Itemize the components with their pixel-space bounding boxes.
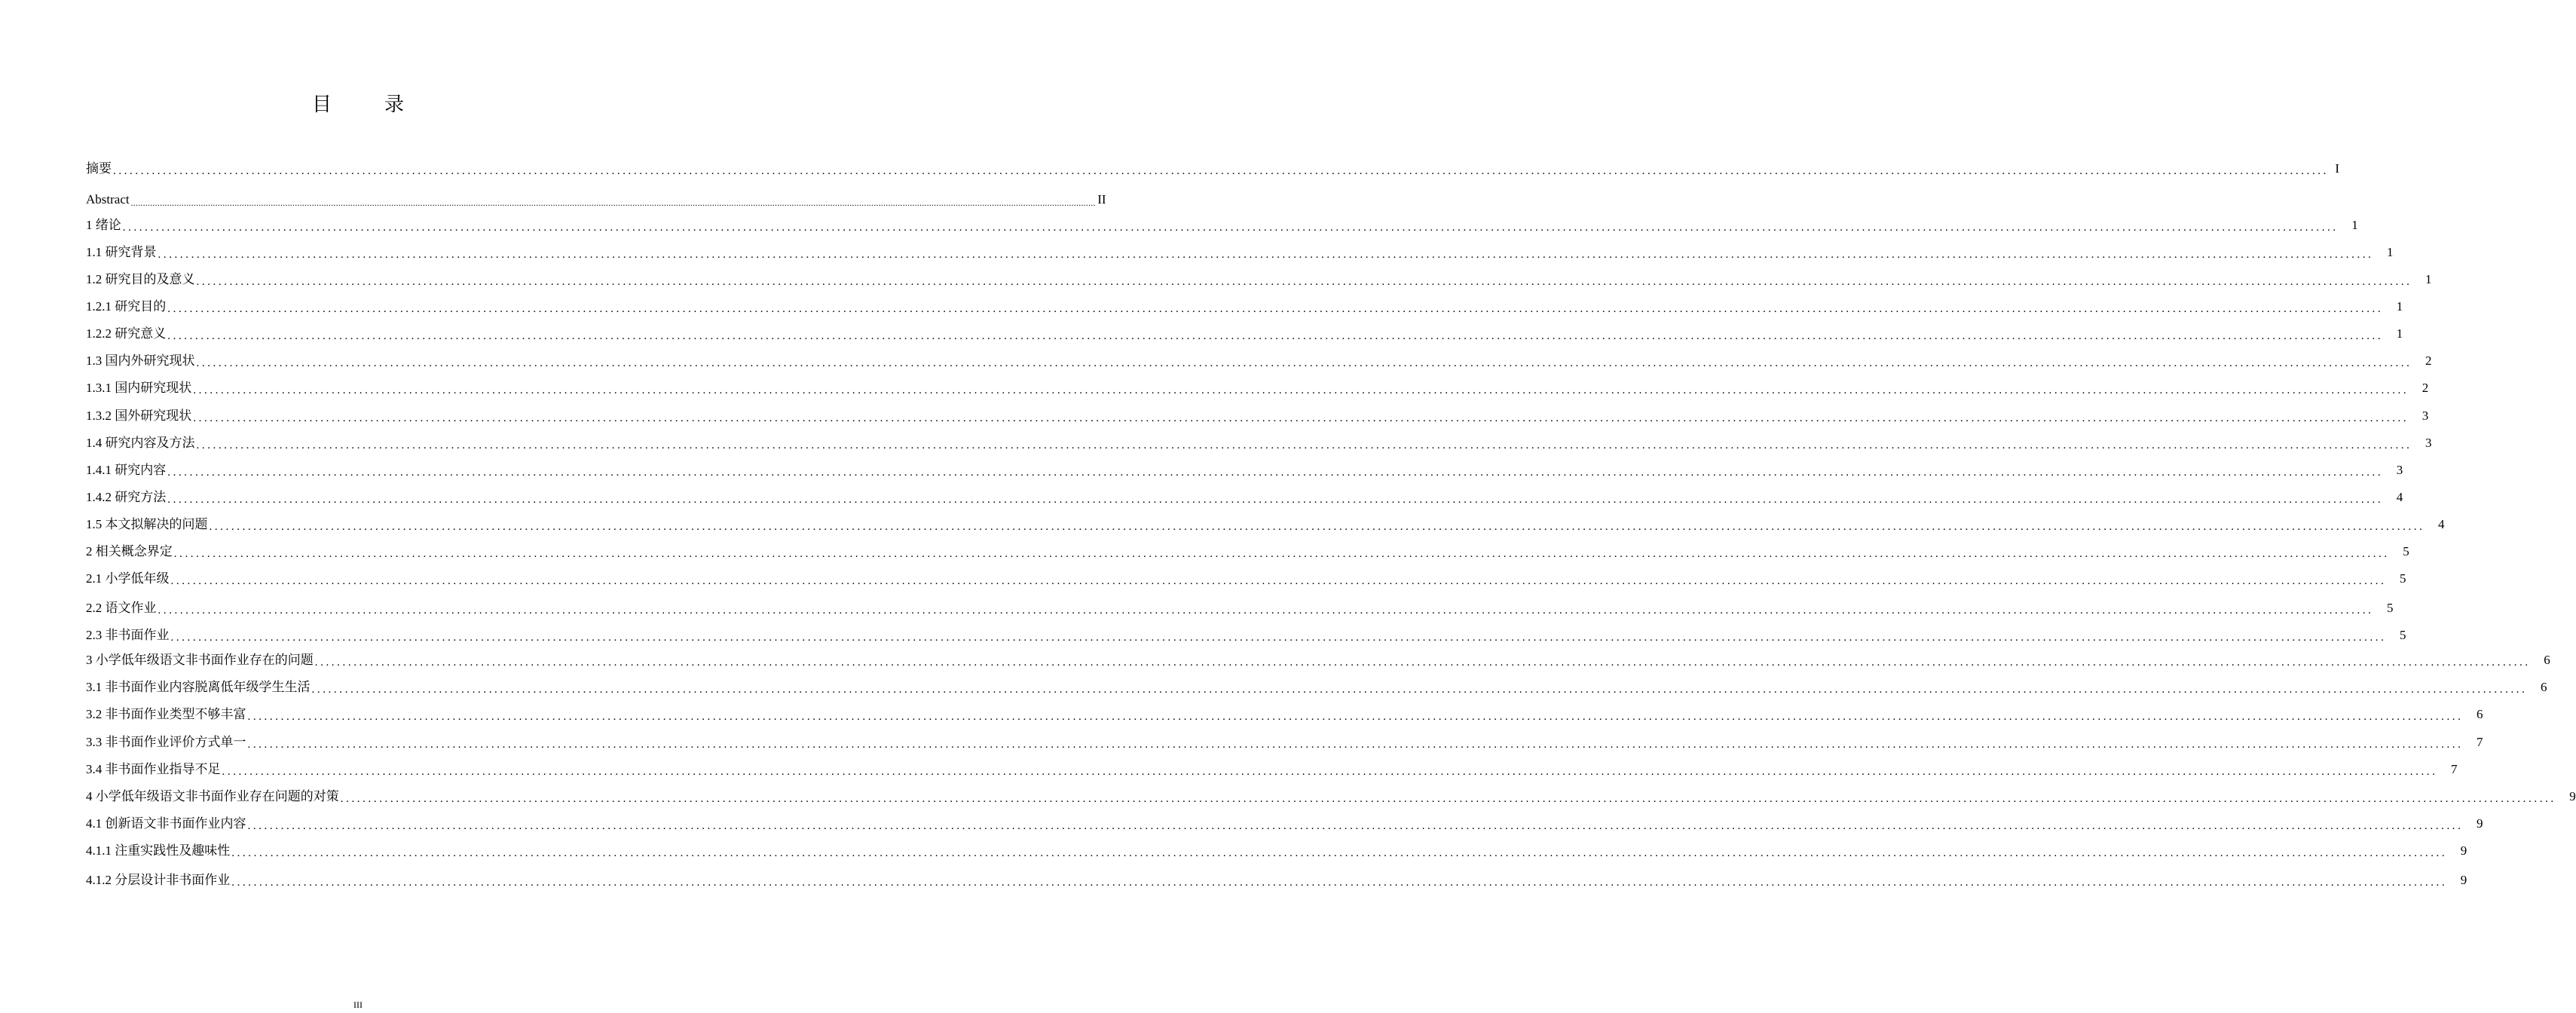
toc-entry[interactable] [86, 190, 1106, 210]
toc-entry-page: 9 [2569, 789, 2576, 803]
toc-entry-label: 1.2.2 研究意义 [86, 326, 167, 341]
toc-entry[interactable] [86, 598, 2394, 618]
toc-entry[interactable] [86, 378, 2429, 398]
toc-entry-page: 3 [2396, 463, 2403, 477]
toc-entry-page: 9 [2460, 873, 2467, 887]
toc-dot-leader: ................................................................................................................................................................................................................................................................................................................................................................................................................ [231, 847, 2448, 859]
toc-dot-leader: ................................................................................................................................................................................................................................................................................................................................................................................................................ [247, 739, 2464, 751]
toc-entry-label: 3.2 非书面作业类型不够丰富 [86, 707, 246, 721]
toc-entry-label: 1.2 研究目的及意义 [86, 272, 195, 286]
toc-dot-leader: ................................................................................................................................................................................................................................................................................................................................................................................................................ [170, 632, 2387, 644]
toc-entry[interactable] [86, 433, 2432, 453]
toc-dot-leader: ................................................................................................................................................................................................................................................................................................................................................................................................................ [122, 222, 2339, 234]
toc-entry-page: 6 [2541, 680, 2547, 694]
toc-entry-page: 3 [2425, 436, 2432, 450]
toc-dot-leader: ................................................................................................................................................................................................................................................................................................................................................................................................................ [158, 249, 2374, 261]
toc-entry[interactable] [86, 705, 2483, 724]
toc-dot-leader: ................................................................................................................................................................................................................................................................................................................................................................................................................ [196, 439, 2412, 451]
toc-entry-page: 4 [2438, 517, 2445, 531]
toc-entry-label: Abstract [86, 192, 130, 207]
toc-dot-leader: ................................................................................................................................................................................................................................................................................................................................................................................................................ [167, 303, 2384, 315]
toc-entry-page: 6 [2477, 707, 2483, 721]
toc-entry-page: 7 [2477, 735, 2483, 749]
toc-entry[interactable] [86, 159, 2339, 179]
toc-dot-leader: ................................................................................................................................................................................................................................................................................................................................................................................................................ [167, 494, 2384, 506]
toc-entry-label: 1.3.2 国外研究现状 [86, 409, 192, 423]
toc-entry-page: 1 [2396, 326, 2403, 341]
toc-entry-label: 1.3 国内外研究现状 [86, 353, 195, 368]
toc-dot-leader: ................................................................................................................................................................................................................................................................................................................................................................................................................ [311, 684, 2528, 696]
toc-entry-label: 摘要 [86, 161, 112, 176]
toc-entry[interactable] [86, 297, 2403, 317]
toc-dot-leader: ................................................................................................................................................................................................................................................................................................................................................................................................................ [247, 820, 2464, 832]
toc-entry-label: 3.4 非书面作业指导不足 [86, 762, 221, 776]
toc-entry-page: 5 [2387, 601, 2394, 615]
toc-entry-label: 4.1.1 注重实践性及趣味性 [86, 843, 231, 858]
toc-entry[interactable] [86, 324, 2403, 344]
toc-dot-leader: ................................................................................................................................................................................................................................................................................................................................................................................................................ [314, 656, 2531, 669]
page-title: 目 录 [311, 93, 421, 116]
toc-entry[interactable] [86, 351, 2432, 371]
toc-entry[interactable] [86, 871, 2467, 890]
toc-entry-page: 4 [2396, 490, 2403, 504]
toc-entry-page: 5 [2400, 628, 2406, 642]
toc-dot-leader: ................................................................................................................................................................................................................................................................................................................................................................................................................ [340, 793, 2556, 805]
toc-entry[interactable] [86, 814, 2483, 834]
toc-dot-leader: ................................................................................................................................................................................................................................................................................................................................................................................................................ [196, 357, 2412, 369]
toc-entry-label: 1.4.2 研究方法 [86, 490, 167, 504]
toc-entry[interactable] [86, 488, 2403, 507]
toc-dot-leader: ................................................................................................................................................................................................................................................................................................................................................................................................................ [130, 197, 1096, 208]
toc-dot-leader: ................................................................................................................................................................................................................................................................................................................................................................................................................ [193, 384, 2409, 396]
toc-entry-label: 1.3.1 国内研究现状 [86, 381, 192, 395]
toc-entry[interactable] [86, 461, 2403, 480]
toc-entry-page: 9 [2477, 816, 2483, 831]
toc-entry-label: 2 相关概念界定 [86, 544, 173, 559]
toc-entry[interactable] [86, 678, 2547, 697]
toc-entry[interactable] [86, 515, 2445, 534]
toc-dot-leader: ................................................................................................................................................................................................................................................................................................................................................................................................................ [247, 711, 2464, 723]
toc-dot-leader: ................................................................................................................................................................................................................................................................................................................................................................................................................ [173, 548, 2390, 560]
toc-entry-label: 2.1 小学低年级 [86, 571, 170, 586]
toc-entry[interactable] [86, 760, 2458, 779]
toc-entry-label: 1.2.1 研究目的 [86, 299, 167, 314]
toc-entry-label: 1.1 研究背景 [86, 245, 157, 259]
toc-entry-label: 4.1 创新语文非书面作业内容 [86, 816, 246, 831]
toc-dot-leader: ................................................................................................................................................................................................................................................................................................................................................................................................................ [209, 521, 2425, 533]
toc-entry-page: 1 [2387, 245, 2394, 259]
toc-entry[interactable] [86, 787, 2576, 806]
toc-entry-page: 5 [2403, 544, 2409, 559]
toc-dot-leader: ................................................................................................................................................................................................................................................................................................................................................................................................................ [193, 412, 2409, 424]
toc-dot-leader: ................................................................................................................................................................................................................................................................................................................................................................................................................ [158, 604, 2374, 617]
page-number-footer: III [353, 999, 363, 1010]
toc-entry-label: 4 小学低年级语文非书面作业存在问题的对策 [86, 789, 339, 803]
toc-dot-leader: ................................................................................................................................................................................................................................................................................................................................................................................................................ [167, 330, 2384, 342]
toc-entry-page: 9 [2460, 843, 2467, 858]
toc-entry-page: 1 [2425, 272, 2432, 286]
toc-entry[interactable] [86, 733, 2483, 752]
toc-entry-label: 3 小学低年级语文非书面作业存在的问题 [86, 653, 314, 667]
toc-entry-label: 3.3 非书面作业评价方式单一 [86, 735, 246, 749]
toc-entry[interactable] [86, 569, 2406, 589]
toc-dot-leader: ................................................................................................................................................................................................................................................................................................................................................................................................................ [167, 467, 2384, 479]
toc-entry[interactable] [86, 841, 2467, 861]
toc-entry-page: 3 [2422, 409, 2429, 423]
toc-dot-leader: ................................................................................................................................................................................................................................................................................................................................................................................................................ [222, 766, 2438, 778]
toc-entry[interactable] [86, 650, 2550, 670]
toc-dot-leader: ................................................................................................................................................................................................................................................................................................................................................................................................................ [170, 575, 2387, 587]
toc-entry-label: 4.1.2 分层设计非书面作业 [86, 873, 231, 887]
toc-entry[interactable] [86, 626, 2406, 645]
toc-dot-leader: ................................................................................................................................................................................................................................................................................................................................................................................................................ [196, 276, 2412, 288]
toc-entry-label: 2.2 语文作业 [86, 601, 157, 615]
toc-entry-page: 1 [2351, 218, 2358, 232]
toc-entry-page: 2 [2422, 381, 2429, 395]
toc-entry-label: 1.5 本文拟解决的问题 [86, 517, 208, 531]
toc-entry-page: II [1097, 192, 1106, 207]
toc-entry-label: 1.4.1 研究内容 [86, 463, 167, 477]
toc-entry[interactable] [86, 542, 2409, 562]
toc-entry-page: 5 [2400, 571, 2406, 586]
toc-entry[interactable] [86, 216, 2358, 235]
toc-entry-label: 2.3 非书面作业 [86, 628, 170, 642]
toc-entry-page: 2 [2425, 353, 2432, 368]
toc-entry-page: I [2335, 161, 2339, 176]
toc-entry[interactable] [86, 406, 2429, 426]
toc-entry[interactable] [86, 243, 2394, 262]
toc-entry[interactable] [86, 270, 2432, 289]
toc-dot-leader: ................................................................................................................................................................................................................................................................................................................................................................................................................ [113, 165, 2329, 177]
toc-entry-page: 1 [2396, 299, 2403, 314]
toc-entry-page: 6 [2544, 653, 2550, 667]
toc-entry-page: 7 [2451, 762, 2458, 776]
toc-entry-label: 3.1 非书面作业内容脱离低年级学生生活 [86, 680, 311, 694]
toc-dot-leader: ................................................................................................................................................................................................................................................................................................................................................................................................................ [231, 877, 2448, 889]
toc-entry-label: 1 绪论 [86, 218, 121, 232]
toc-entry-label: 1.4 研究内容及方法 [86, 436, 195, 450]
